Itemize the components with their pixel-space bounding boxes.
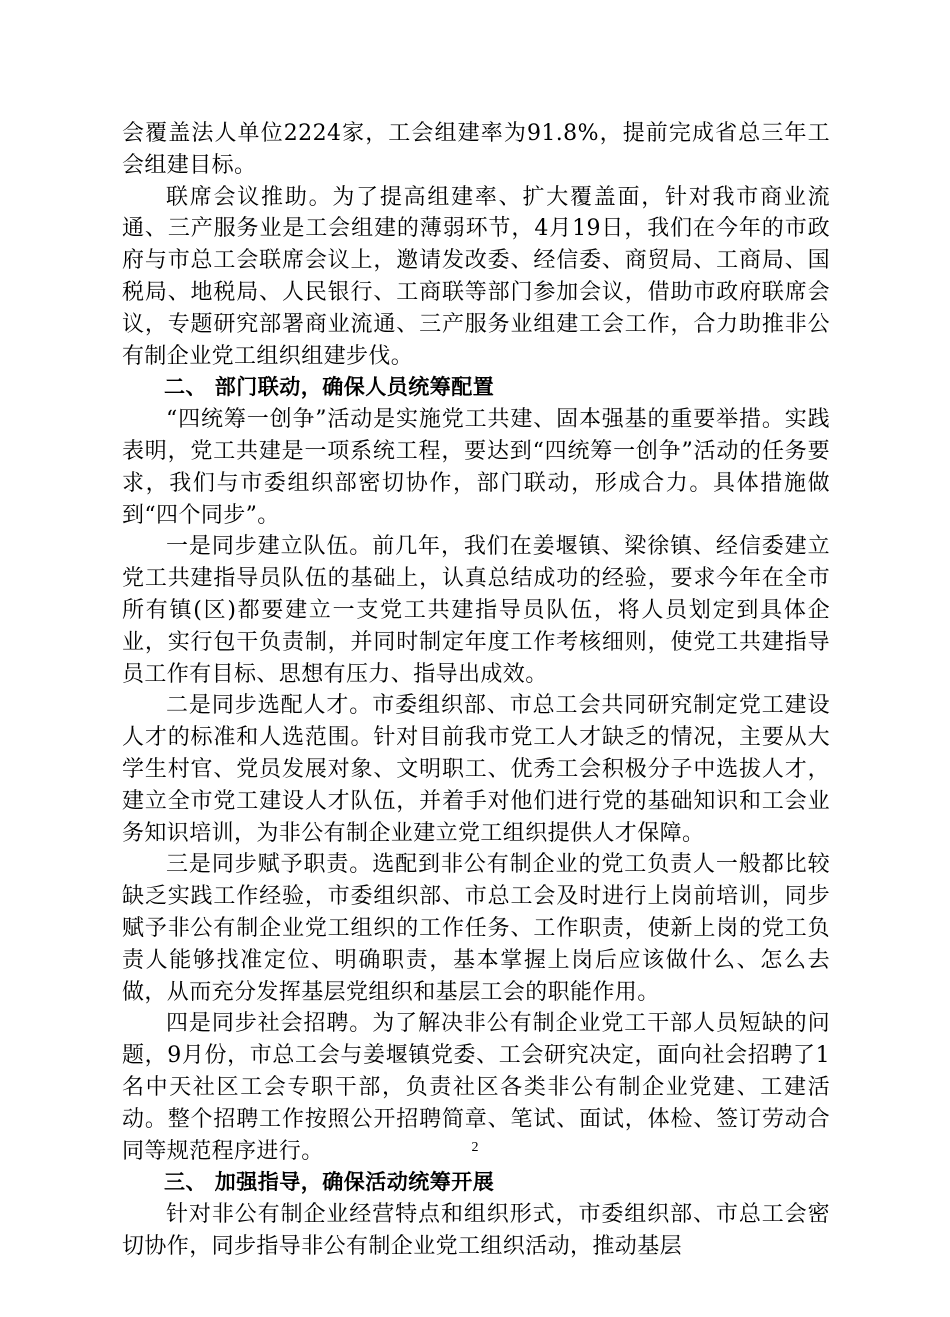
section-heading-3: 三、 加强指导，确保活动统筹开展 (164, 1170, 495, 1195)
paragraph-team-building: 一是同步建立队伍。前几年，我们在姜堰镇、梁徐镇、经信委建立党工共建指导员队伍的基础上，认真总结成功的经验，要求今年在全市所有镇(区)都要建立一支党工共建指导员队伍，将人员划定到具体企业，实行包干负责制，并同时制定年度工作考核细则，使党工共建指导员工作有目标、思想有压力、指导出成效。 (122, 534, 830, 687)
paragraph-responsibility: 三是同步赋予职责。选配到非公有制企业的党工负责人一般都比较缺乏实践工作经验，市委组织部、市总工会及时进行上岗前培训，同步赋予非公有制企业党工组织的工作任务、工作职责，使新上岗的党工负责人能够找准定位、明确职责，基本掌握上岗后应该做什么、怎么去做，从而充分发挥基层党组织和基层工会的职能作用。 (122, 852, 830, 1005)
section-heading-2: 二、 部门联动，确保人员统筹配置 (164, 375, 495, 400)
page-number: 2 (471, 1140, 479, 1155)
paragraph-recruitment: 四是同步社会招聘。为了解决非公有制企业党工干部人员短缺的问题，9月份，市总工会与姜堰镇党委、工会研究决定，面向社会招聘了1名中天社区工会专职干部，负责社区各类非公有制企业党建、工建活动。整个招聘工作按照公开招聘简章、笔试、面试，体检、签订劳动合同等规范程序进行。 (122, 1011, 830, 1164)
document-body (122, 118, 830, 1263)
paragraph-joint-meeting: 联席会议推助。为了提高组建率、扩大覆盖面，针对我市商业流通、三产服务业是工会组建的薄弱环节，4月19日，我们在今年的市政府与市总工会联席会议上，邀请发改委、经信委、商贸局、工商局、国税局、地税局、人民银行、工商联等部门参加会议，借助市政府联席会议，专题研究部署商业流通、三产服务业组建工会工作，合力助推非公有制企业党工组织组建步伐。 (122, 184, 830, 369)
paragraph-guidance: 针对非公有制企业经营特点和组织形式，市委组织部、市总工会密切协作，同步指导非公有制企业党工组织活动，推动基层 (122, 1202, 830, 1259)
paragraph-four-coordination: “四统筹一创争”活动是实施党工共建、固本强基的重要举措。实践表明，党工共建是一项系统工程，要达到“四统筹一创争”活动的任务要求，我们与市委组织部密切协作，部门联动，形成合力。具体措施做到“四个同步”。 (122, 407, 830, 528)
paragraph-talent-selection: 二是同步选配人才。市委组织部、市总工会共同研究制定党工建设人才的标准和人选范围。针对目前我市党工人才缺乏的情况，主要从大学生村官、党员发展对象、文明职工、优秀工会积极分子中选拔人才，建立全市党工建设人才队伍，并着手对他们进行党的基础知识和工会业务知识培训，为非公有制企业建立党工组织提供人才保障。 (122, 693, 830, 846)
paragraph-continuation: 会覆盖法人单位2224家，工会组建率为91.8%，提前完成省总三年工会组建目标。 (122, 121, 830, 178)
